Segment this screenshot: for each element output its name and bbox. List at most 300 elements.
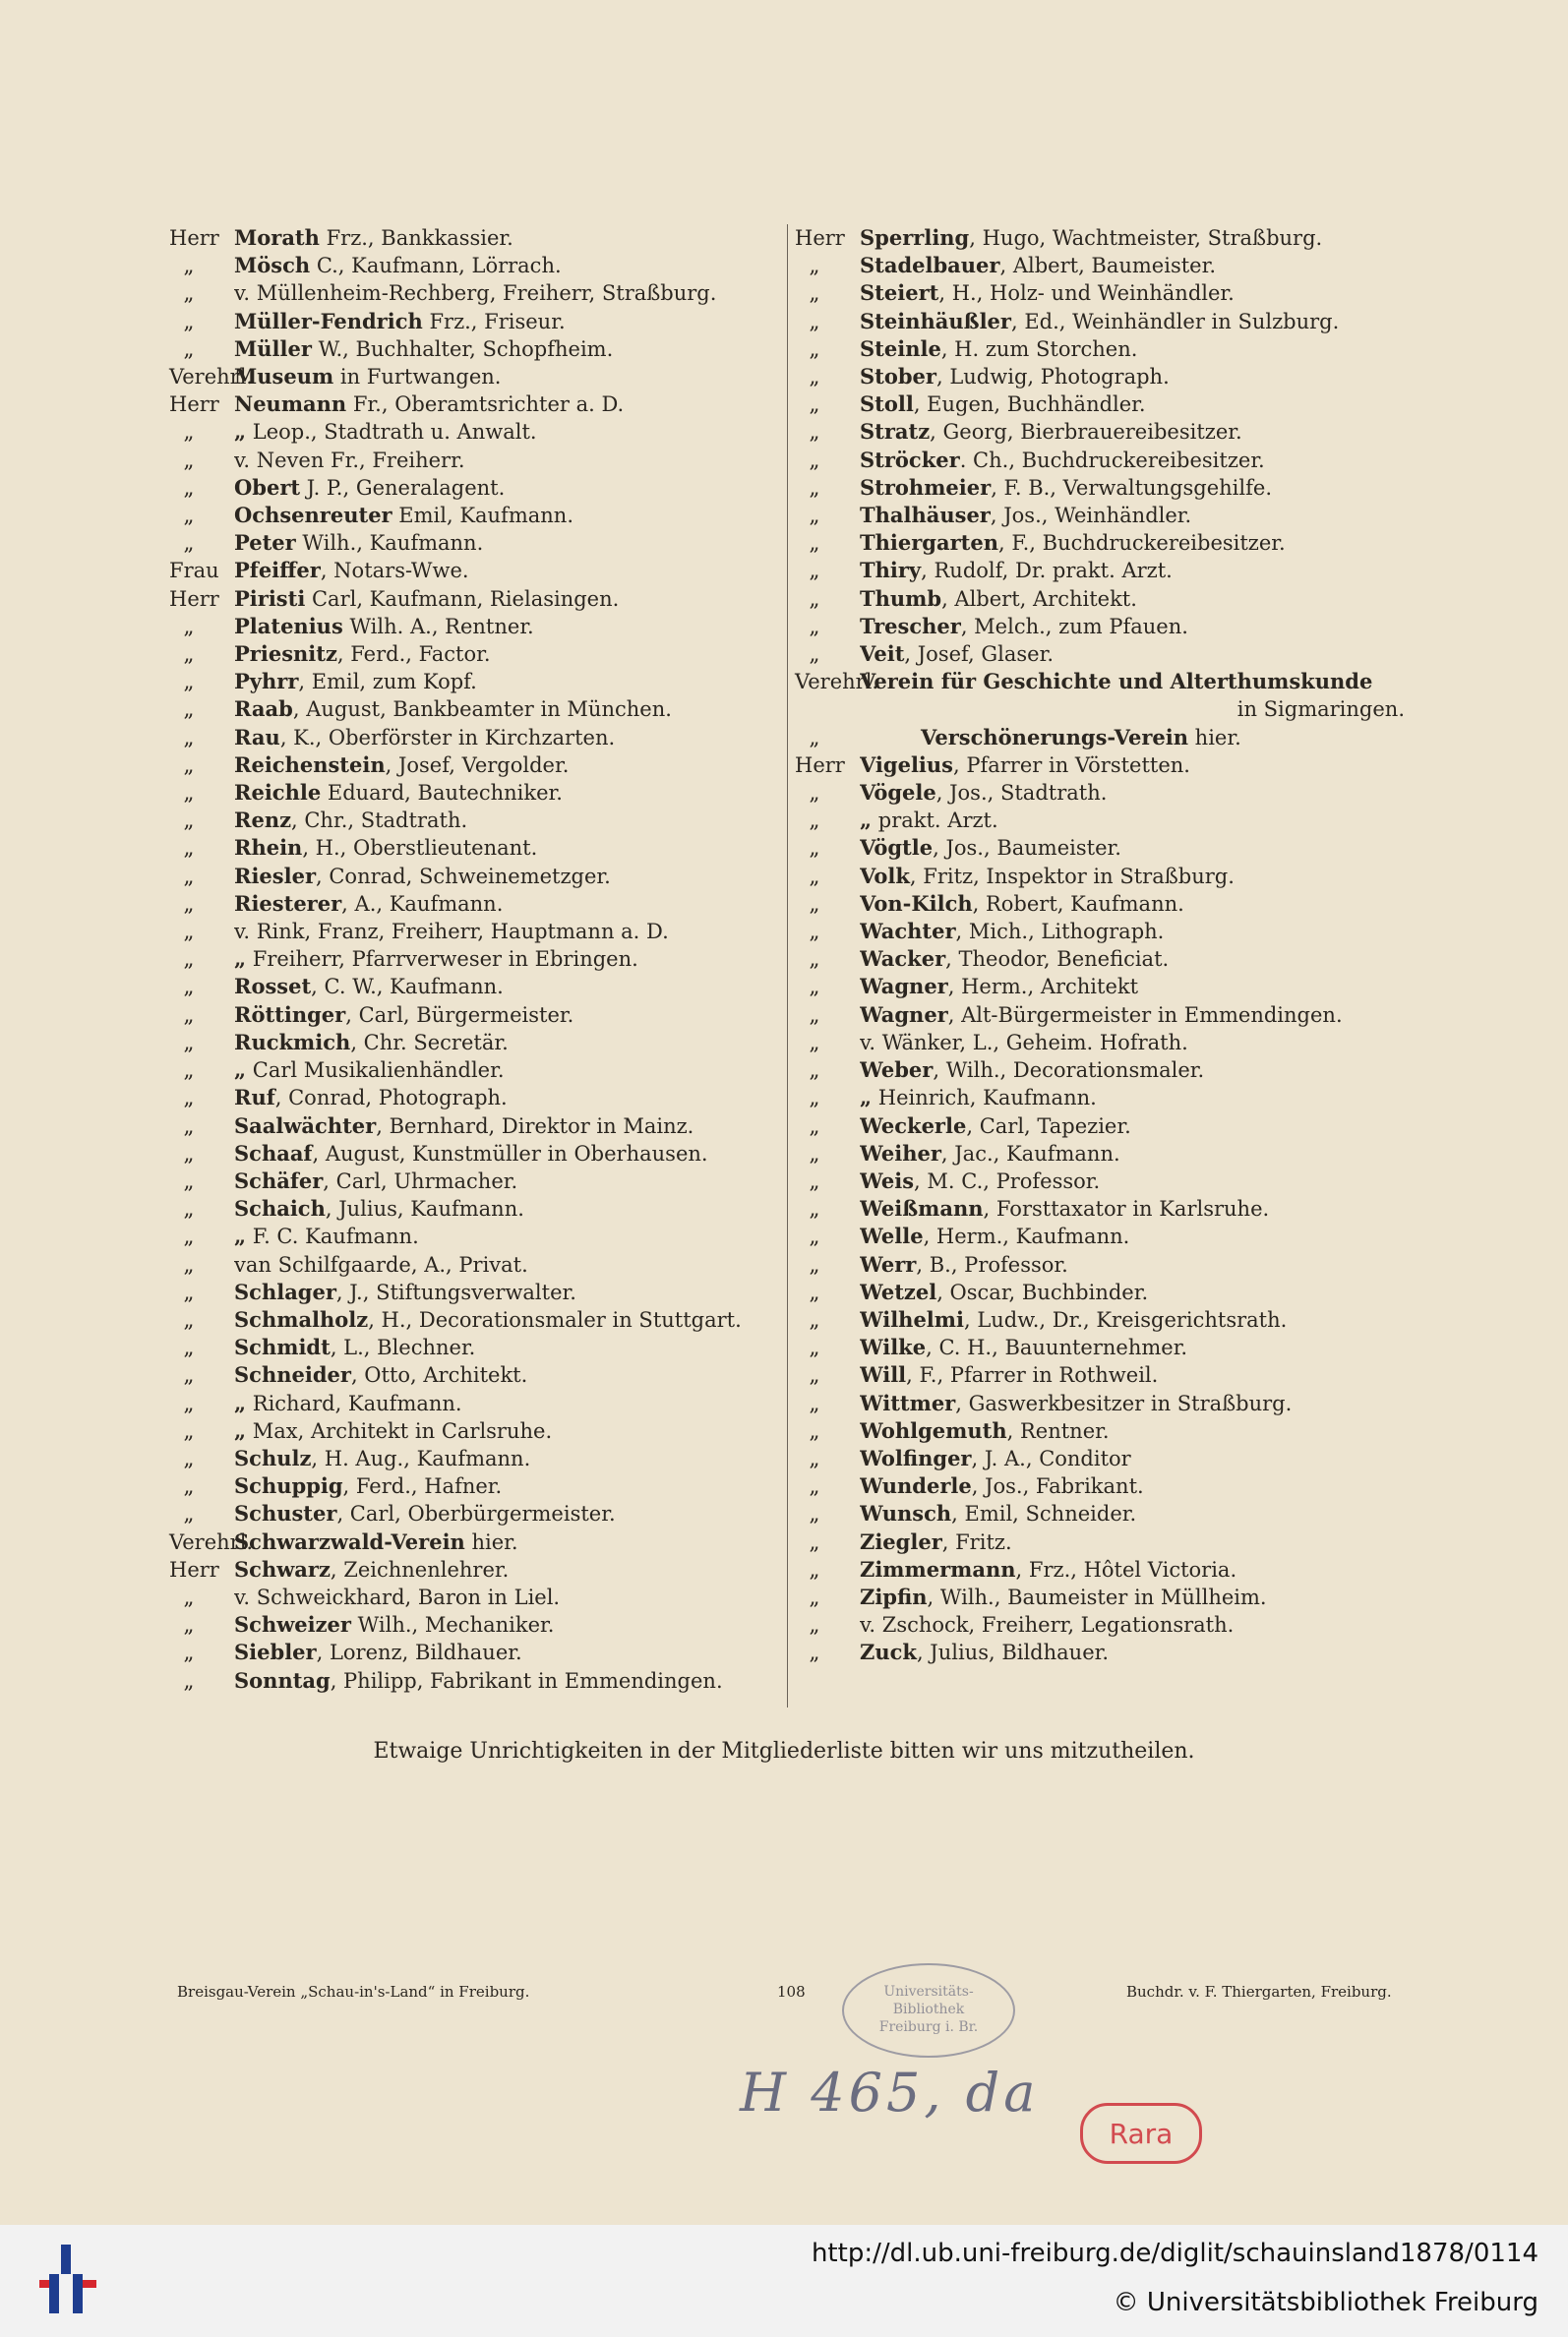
member-title: „ [809,725,820,749]
member-text [234,1361,787,1389]
member-entry [169,1500,787,1528]
member-surname: Schwarzwald-Verein [234,1528,465,1554]
member-entry [169,918,787,945]
member-details: Freiherr, Pfarrverweser in Ebringen. [246,947,638,972]
member-text [860,1417,1405,1445]
member-surname: Morath [234,225,320,250]
member-surname: Wolfinger [860,1445,972,1470]
member-details: , Mich., Lithograph. [955,920,1165,944]
member-list-right-column [795,224,1405,1667]
member-entry [795,557,1405,584]
member-details: , Wilh., Decorationsmaler. [933,1058,1205,1083]
member-text [234,613,787,640]
member-title: „ [809,1168,820,1193]
member-surname: „ [860,1085,873,1110]
member-details: , Forsttaxator in Karlsruhe. [983,1197,1270,1222]
member-details: , K., Oberförster in Kirchzarten. [279,725,616,749]
member-entry [795,668,1405,695]
member-title: „ [809,559,820,583]
member-entry [169,1306,787,1334]
member-details: , Otto, Architekt. [350,1363,528,1388]
member-title: „ [809,1086,820,1110]
member-entry [795,863,1405,890]
member-details: , J. A., Conditor [971,1446,1131,1470]
member-entry [795,890,1405,918]
member-title: „ [809,586,820,611]
member-surname: Wachter [860,919,956,944]
member-details: , Chr. Secretär. [350,1030,509,1054]
member-title: „ [183,864,195,888]
member-surname: Welle [860,1224,924,1249]
member-entry [795,613,1405,640]
member-text [234,1445,787,1472]
member-text [234,447,787,474]
member-surname: Thiergarten [860,530,998,556]
member-text [234,1140,787,1168]
member-text [860,1500,1405,1528]
member-entry [169,695,787,723]
member-entry [169,890,787,918]
member-text [234,279,787,307]
member-title: „ [809,920,820,944]
member-entry [169,1584,787,1611]
member-title: „ [809,864,820,888]
member-entry [169,557,787,584]
member-surname: Schuster [234,1501,337,1527]
member-details: , Notars-Wwe. [320,559,469,583]
member-title: „ [809,1585,820,1609]
member-title: „ [183,1502,195,1527]
member-entry [795,1084,1405,1111]
member-surname: Verein für Geschichte und Alterthumskunde [860,669,1373,694]
member-surname: Rau [234,724,280,749]
member-details: , F., Pfarrer in Rothweil. [906,1363,1159,1388]
member-surname: Wunderle [860,1473,972,1499]
member-entry [169,724,787,751]
member-details: Wilh. A., Rentner. [342,614,534,638]
member-entry [169,1639,787,1666]
member-surname: Schwarz [234,1556,331,1582]
member-surname: Stober [860,364,936,390]
member-surname: Platenius [234,613,343,638]
member-details: , L., Blechner. [330,1336,476,1360]
member-entry [795,1334,1405,1361]
member-entry [795,834,1405,862]
member-title: „ [809,254,820,278]
member-surname: Riesterer [234,890,342,916]
member-title: „ [183,1168,195,1193]
member-surname: Stratz [860,419,931,445]
member-title: „ [183,614,195,638]
university-logo-icon [39,2245,98,2315]
member-details: , H., Oberstlieutenant. [302,836,538,861]
member-text [860,1112,1405,1140]
member-text [860,363,1405,390]
member-title [795,695,860,723]
member-title: „ [183,642,195,667]
member-details: Emil, Kaufmann. [392,504,573,528]
member-title: „ [809,642,820,667]
member-surname: Zuck [860,1640,917,1665]
member-surname: Will [860,1362,907,1388]
member-details: , Hugo, Wachtmeister, Straßburg. [969,226,1323,250]
member-entry [169,1472,787,1500]
member-details: , Wilh., Baumeister in Müllheim. [927,1585,1267,1609]
member-entry [169,252,787,279]
member-surname: Weber [860,1057,934,1083]
member-surname: Wilke [860,1335,927,1360]
member-entry [169,807,787,834]
member-title: „ [809,1197,820,1222]
member-title: „ [183,1225,195,1249]
member-surname: Museum [234,364,334,390]
member-title: „ [183,947,195,972]
member-surname: Rhein [234,835,303,861]
member-entry [795,1279,1405,1306]
member-text [234,1556,787,1584]
member-text [234,418,787,446]
member-entry [169,1334,787,1361]
member-surname: Peter [234,530,296,556]
member-title: „ [809,420,820,445]
member-title: „ [183,1113,195,1138]
member-title: „ [183,1058,195,1083]
member-text [860,1334,1405,1361]
member-details: , Conrad, Photograph. [274,1086,508,1110]
member-text [860,973,1405,1000]
member-details: Leop., Stadtrath u. Anwalt. [246,420,537,445]
member-surname: Volk [860,863,910,888]
member-text [234,502,787,529]
member-surname: Zimmermann [860,1556,1016,1582]
member-text [860,613,1405,640]
member-title: „ [809,1418,820,1443]
member-title: „ [183,836,195,861]
member-details: , F., Buchdruckereibesitzer. [997,531,1286,556]
member-title: „ [809,781,820,806]
member-surname: Ochsenreuter [234,503,392,528]
member-title: „ [183,1086,195,1110]
member-details: , Carl, Uhrmacher. [323,1168,518,1193]
member-details: , Conrad, Schweinemetzger. [316,864,611,888]
member-title: „ [809,1252,820,1277]
member-surname: Zipfin [860,1584,928,1609]
member-details: F. C. Kaufmann. [246,1225,419,1249]
member-title: „ [183,1613,195,1638]
member-text [234,834,787,862]
member-details: Heinrich, Kaufmann. [872,1086,1097,1110]
member-text [860,1556,1405,1584]
member-text [860,1251,1405,1279]
member-title: „ [809,614,820,638]
member-surname: Weckerle [860,1112,967,1138]
member-surname: „ [234,1417,247,1443]
member-surname: Schulz [234,1445,312,1470]
member-surname: Ziegler [860,1528,942,1554]
member-entry [795,724,1405,751]
member-title: „ [183,281,195,306]
member-entry [795,335,1405,363]
member-surname: Neumann [234,391,347,417]
member-details: , Fritz, Inspektor in Straßburg. [909,864,1235,888]
member-details: Eduard, Bautechniker. [321,781,563,806]
member-title: „ [183,448,195,472]
member-surname: Ströcker [860,447,960,472]
member-details: , Julius, Bildhauer. [916,1641,1110,1665]
member-entry [169,1001,787,1029]
member-surname: Thumb [860,585,942,611]
member-details: Frz., Bankkassier. [319,226,513,250]
member-entry [169,1279,787,1306]
member-details: v. Müllenheim-Rechberg, Freiherr, Straßburg. [234,281,717,306]
member-title: „ [183,336,195,361]
member-title: „ [809,1113,820,1138]
member-entry [795,447,1405,474]
member-entry [795,390,1405,418]
member-text [860,1223,1405,1250]
member-text [860,640,1405,668]
member-entry [795,973,1405,1000]
member-entry [795,1500,1405,1528]
member-entry [169,1029,787,1056]
member-entry [169,1390,787,1417]
member-text [860,1445,1405,1472]
member-title: „ [809,1225,820,1249]
member-details: , Albert, Architekt. [941,586,1137,611]
member-details: , C. H., Bauunternehmer. [926,1336,1188,1360]
member-entry [795,1251,1405,1279]
member-entry [795,1112,1405,1140]
member-details: v. Neven Fr., Freiherr. [234,448,465,472]
member-title: „ [809,1363,820,1388]
member-entry [169,447,787,474]
member-entry [169,502,787,529]
member-text [860,1168,1405,1195]
member-details: , Ludw., Dr., Kreisgerichtsrath. [963,1307,1288,1332]
member-text [234,1056,787,1084]
member-entry [169,363,787,390]
member-title: „ [809,504,820,528]
member-details: van Schilfgaarde, A., Privat. [234,1252,528,1277]
member-text [234,363,787,390]
member-entry [169,1611,787,1639]
member-text [234,308,787,335]
member-title: „ [809,809,820,833]
member-surname: Renz [234,808,292,833]
member-title: „ [809,1141,820,1166]
member-text [860,724,1405,751]
member-entry [795,1195,1405,1223]
member-text [234,973,787,1000]
member-details: Fr., Oberamtsrichter a. D. [346,392,625,417]
member-text [860,668,1405,695]
member-text [234,1168,787,1195]
member-title: „ [809,1391,820,1415]
member-title: „ [183,1002,195,1027]
member-surname: Wilhelmi [860,1306,964,1332]
member-entry [795,224,1405,252]
member-entry [169,863,787,890]
member-text [234,1001,787,1029]
member-entry [795,918,1405,945]
member-entry [169,474,787,502]
member-text [234,1334,787,1361]
member-entry [169,390,787,418]
member-details: , H. zum Storchen. [940,336,1138,361]
member-text [234,335,787,363]
member-text [234,1500,787,1528]
member-title: „ [809,309,820,333]
member-text [234,390,787,418]
member-text [234,1472,787,1500]
member-details: , Josef, Glaser. [904,642,1055,667]
member-text [234,1306,787,1334]
member-title: „ [183,1280,195,1304]
member-title: „ [183,697,195,722]
stamp-line: Universitäts- [883,1984,974,2000]
member-entry [795,695,1405,723]
member-surname: „ [234,1057,247,1083]
member-surname: Sonntag [234,1667,331,1693]
stamp-line: Freiburg i. Br. [878,2019,979,2035]
member-entry [169,751,787,779]
member-text [234,1611,787,1639]
member-entry [795,1639,1405,1666]
member-entry [795,945,1405,973]
member-details: , Jos., Stadtrath. [935,781,1108,806]
member-text [234,779,787,807]
member-text [234,1029,787,1056]
member-text [860,1056,1405,1084]
member-details: , F. B., Verwaltungsgehilfe. [991,475,1272,500]
member-text [860,1639,1405,1666]
member-title: „ [183,891,195,916]
member-entry [169,613,787,640]
member-text [860,1584,1405,1611]
member-title: „ [183,1252,195,1277]
member-details: , August, Bankbeamter in München. [292,697,672,722]
member-details: v. Rink, Franz, Freiherr, Hauptmann a. D. [234,920,669,944]
member-surname: Steinle [860,335,941,361]
member-details: , Theodor, Beneficiat. [945,947,1170,972]
member-entry [169,1667,787,1695]
member-details: , Emil, Schneider. [951,1502,1137,1527]
viewer-bottom-bar [0,2225,1568,2337]
member-text [234,640,787,668]
member-surname: Schmidt [234,1335,331,1360]
member-text [860,695,1405,723]
member-surname: Schaaf [234,1140,313,1166]
member-details: , Philipp, Fabrikant in Emmendingen. [330,1668,723,1693]
member-entry [169,945,787,973]
member-title: „ [809,1474,820,1499]
member-text [860,1140,1405,1168]
member-surname: Mösch [234,253,311,278]
member-surname: Schweizer [234,1612,351,1638]
member-surname: Schlager [234,1279,336,1304]
member-title: „ [183,504,195,528]
member-entry [795,279,1405,307]
member-title: „ [809,448,820,472]
member-entry [795,1556,1405,1584]
member-details: , Jos., Weinhändler. [990,504,1192,528]
member-surname: Stoll [860,391,914,417]
member-entry [169,418,787,446]
member-surname: Riesler [234,863,317,888]
member-title: „ [183,725,195,749]
member-entry [169,1056,787,1084]
page-number: 108 [777,1983,806,2001]
member-text [860,1279,1405,1306]
member-title: Herr [795,226,845,250]
member-entry [795,1528,1405,1556]
document-url-link[interactable]: http://dl.ub.uni-freiburg.de/diglit/schauinsland1878/0114 [811,2239,1538,2268]
member-entry [795,1056,1405,1084]
member-text [860,418,1405,446]
member-title: „ [809,281,820,306]
member-text [234,529,787,557]
member-details: , Ludwig, Photograph. [935,365,1170,390]
member-title: „ [183,1307,195,1332]
member-surname: Pfeiffer [234,558,321,583]
member-details: , Albert, Baumeister. [999,254,1216,278]
member-text [860,1611,1405,1639]
member-text [234,918,787,945]
member-text [234,668,787,695]
member-title: „ [183,1197,195,1222]
member-details: , Carl, Tapezier. [966,1113,1131,1138]
member-text [234,1223,787,1250]
member-details: , Herm., Architekt [947,975,1139,999]
member-title: „ [183,975,195,999]
member-details: , Gaswerkbesitzer in Straßburg. [955,1391,1293,1415]
member-text [234,1084,787,1111]
member-title: „ [183,781,195,806]
member-surname: Steiert [860,280,939,306]
member-surname: Wetzel [860,1279,937,1304]
member-surname: Schaich [234,1196,326,1222]
member-details: Carl, Kaufmann, Rielasingen. [305,586,620,611]
member-surname: Ruf [234,1085,275,1110]
member-text [860,863,1405,890]
member-title: „ [183,309,195,333]
member-details: in Sigmaringen. [1236,697,1405,722]
member-surname: Veit [860,641,905,667]
member-text [234,724,787,751]
member-surname: Piristi [234,585,306,611]
member-text [234,890,787,918]
member-surname: Vögtle [860,835,934,861]
member-text [234,807,787,834]
member-details: v. Schweickhard, Baron in Liel. [234,1585,561,1609]
member-title: „ [183,420,195,445]
stamp-line: Bibliothek [892,2002,965,2017]
member-entry [795,1611,1405,1639]
member-details: , C. W., Kaufmann. [311,975,504,999]
member-surname: Thiry [860,558,922,583]
member-title: Herr [169,226,219,250]
member-entry [169,1223,787,1250]
member-text [234,945,787,973]
member-surname: Pyhrr [234,669,299,694]
member-text [860,890,1405,918]
member-title: Herr [169,586,219,611]
member-title: „ [809,365,820,390]
member-details: . Ch., Buchdruckereibesitzer. [959,448,1265,472]
member-surname: Obert [234,474,301,500]
member-title: „ [183,752,195,777]
member-details: Wilh., Mechaniker. [351,1613,555,1638]
